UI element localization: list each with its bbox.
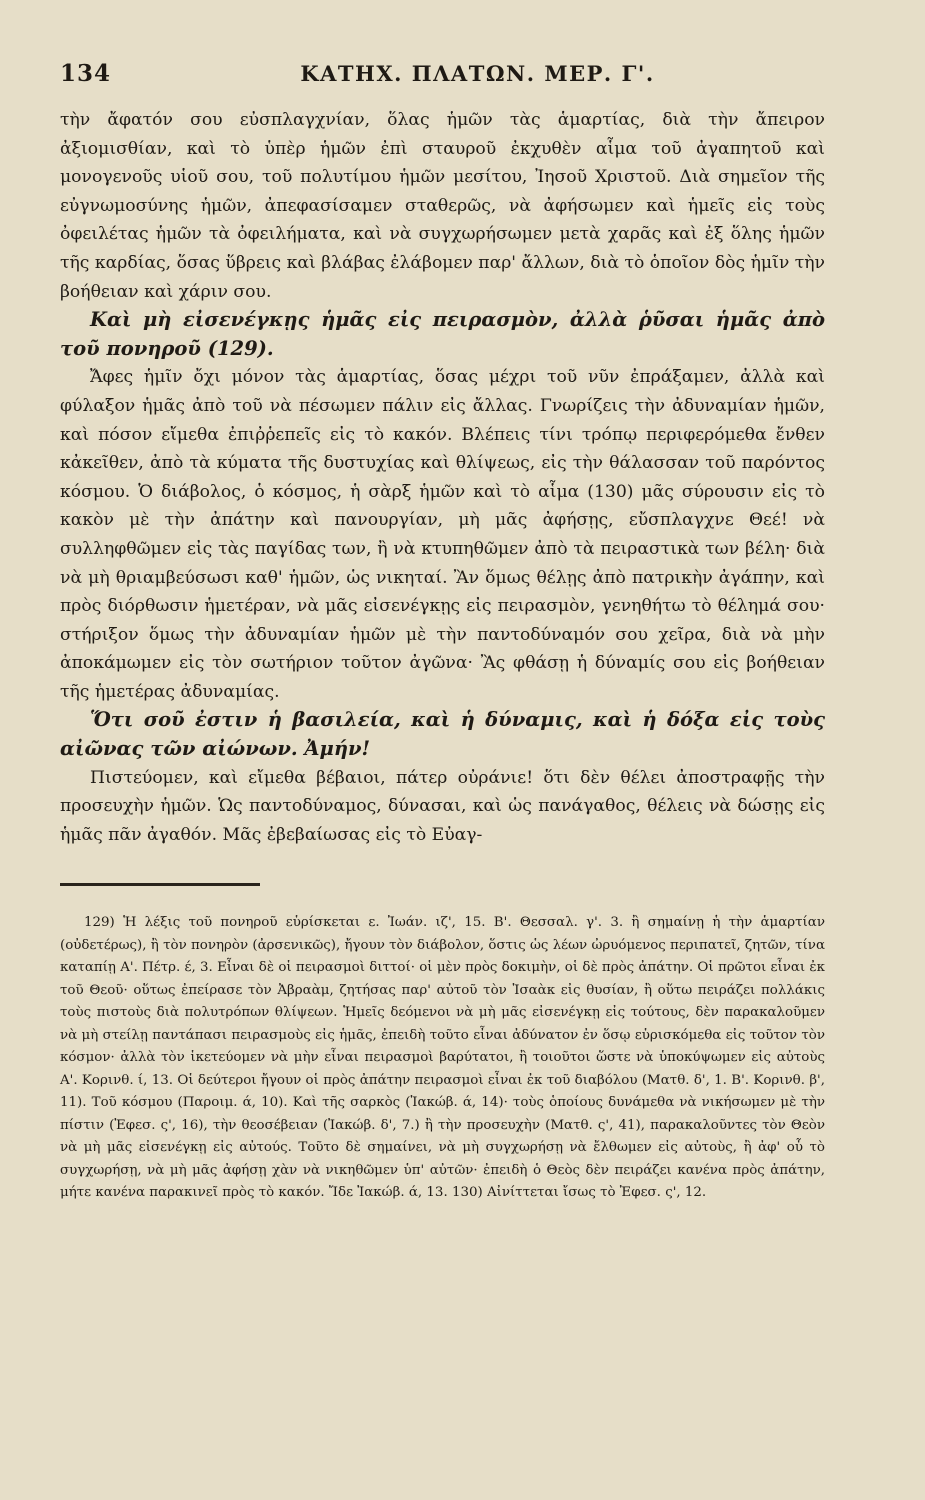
paragraph: Πιστεύομεν, καὶ εἴμεθα βέβαιοι, πάτερ οὐράνιε! ὅτι δὲν θέλει ἀποστραφῇς τὴν προσευχὴν ἡμῶν. Ὡς παντοδύναμος, δύνασαι, καὶ ὡς πανάγαθος, θέλεις νὰ δώσῃς εἰς ἡμᾶς πᾶν ἀγαθόν. Μᾶς ἐβεβαίωσας εἰς τὸ Εὐαγ-: [60, 767, 825, 845]
footnotes: [60, 912, 825, 1205]
page-number: 134: [60, 60, 112, 87]
paragraph: τὴν ἄφατόν σου εὐσπλαγχνίαν, ὅλας ἡμῶν τὰς ἁμαρτίας, διὰ τὴν ἄπειρον ἀξιομισθίαν, καὶ τὸ ὑπὲρ ἡμῶν ἐπὶ σταυροῦ ἐκχυθὲν αἷμα τοῦ ἀγαπητοῦ καὶ μονογενοῦς υἱοῦ σου, τοῦ πολυτίμου ἡμῶν μεσίτου, Ἰησοῦ Χριστοῦ. Διὰ σημεῖον τῆς εὐγνωμοσύνης ἡμῶν, ἀπεφασίσαμεν σταθερῶς, νὰ ἀφήσωμεν καὶ ἡμεῖς εἰς τοὺς ὀφειλέτας ἡμῶν τὰ ὀφειλήματα, καὶ νὰ συγχωρήσωμεν μετὰ χαρᾶς καὶ ἐξ ὅλης ἡμῶν τῆς καρδίας, ὅσας ὕβρεις καὶ βλάβας ἐλάβομεν παρ' ἄλλων, διὰ τὸ ὁποῖον δὸς ἡμῖν τὴν βοήθειαν καὶ χάριν σου.: [60, 110, 825, 302]
footnote: 129) Ἡ λέξις τοῦ πονηροῦ εὑρίσκεται ε. Ἰωάν. ιζ', 15. Β'. Θεσσαλ. γ'. 3. ἢ σημαίνῃ ἡ τὴν ἁμαρτίαν (οὐδετέρως), ἢ τὸν πονηρὸν (ἀρσενικῶς), ἤγουν τὸν διάβολον, ὅστις ὡς λέων ὠρυόμενος περιπατεῖ, ζητῶν, τίνα καταπίῃ Α'. Πέτρ. έ, 3. Εἶναι δὲ οἱ πειρασμοὶ διττοί· οἱ μὲν πρὸς δοκιμὴν, οἱ δὲ πρὸς ἀπάτην. Οἱ πρῶτοι εἶναι ἐκ τοῦ Θεοῦ· οὕτως ἐπείρασε τὸν Ἀβραὰμ, ζητήσας παρ' αὐτοῦ τὸν Ἰσαὰκ εἰς θυσίαν, ἢ οὕτω πειράζει πολλάκις τοὺς πιστοὺς διὰ πολυτρόπων θλίψεων. Ἡμεῖς δεόμενοι νὰ μὴ μᾶς εἰσενέγκῃ εἰς τούτους, δὲν παρακαλοῦμεν νὰ μὴ στείλῃ παντάπασι πειρασμοὺς εἰς ἡμᾶς, ἐπειδὴ τοῦτο εἶναι ἀδύνατον ἐν ὅσῳ εὑρισκόμεθα εἰς τοῦτον τὸν κόσμον· ἀλλὰ τὸν ἱκετεύομεν νὰ μὴν εἶναι πειρασμοὶ βαρύτατοι, ἢ τοιοῦτοι ὥστε νὰ ὑποκύψωμεν εἰς αὐτοὺς Α'. Κορινθ. ί, 13. Οἱ δεύτεροι ἤγουν οἱ πρὸς ἀπάτην πειρασμοὶ εἶναι ἐκ τοῦ διαβόλου (Ματθ. δ', 1. Β'. Κορινθ. β', 11). Τοῦ κόσμου (Παροιμ. ά, 10). Καὶ τῆς σαρκὸς (Ἰακώβ. ά, 14)· τοὺς ὁποίους δυνάμεθα νὰ νικήσωμεν μὲ τὴν πίστιν (Ἐφεσ. ς', 16), τὴν θεοσέβειαν (Ἰακώβ. δ', 7.) ἢ τὴν προσευχὴν (Ματθ. ς', 41), παρακαλοῦντες τὸν Θεὸν νὰ μὴ μᾶς εἰσενέγκῃ εἰς αὐτούς. Τοῦτο δὲ σημαίνει, νὰ μὴ συγχωρήσῃ νὰ ἔλθωμεν εἰς αὐτοὺς, ἢ ἀφ' οὗ τὸ συγχωρήσῃ, νὰ μὴ μᾶς ἀφήσῃ χὰν νὰ νικηθῶμεν ὑπ' αὐτῶν· ἐπειδὴ ὁ Θεὸς δὲν πειράζει κανένα πρὸς ἀπάτην, μήτε κανένα παρακινεῖ πρὸς τὸ κακόν. Ἴδε Ἰακώβ. ά, 13. 130) Αἰνίττεται ἴσως τὸ Ἐφεσ. ς', 12.: [60, 915, 825, 1201]
page-header: [60, 60, 825, 100]
main-text: [60, 106, 825, 849]
prayer-verse: Ὅτι σοῦ ἐστιν ἡ βασιλεία, καὶ ἡ δύναμις, καὶ ἡ δόξα εἰς τοὺς αἰῶνας τῶν αἰώνων. Ἀμήν!: [60, 708, 825, 761]
footnote-rule: [60, 883, 260, 886]
running-head: ΚΑΤΗΧ. ΠΛΑΤΩΝ. ΜΕΡ. Γ'.: [300, 61, 655, 86]
prayer-verse: Καὶ μὴ εἰσενέγκῃς ἡμᾶς εἰς πειρασμὸν, ἀλλὰ ῥῦσαι ἡμᾶς ἀπὸ τοῦ πονηροῦ (129).: [60, 308, 825, 360]
paragraph: Ἄφες ἡμῖν ὄχι μόνον τὰς ἁμαρτίας, ὅσας μέχρι τοῦ νῦν ἐπράξαμεν, ἀλλὰ καὶ φύλαξον ἡμᾶς ἀπὸ τοῦ νὰ πέσωμεν πάλιν εἰς ἄλλας. Γνωρίζεις τὴν ἀδυναμίαν ἡμῶν, καὶ πόσον εἴμεθα ἐπιῤῥεπεῖς εἰς τὸ κακόν. Βλέπεις τίνι τρόπῳ περιφερόμεθα ἔνθεν κἀκεῖθεν, ἀπὸ τὰ κύματα τῆς δυστυχίας καὶ θλίψεως, εἰς τὴν θάλασσαν τοῦ παρόντος κόσμου. Ὁ διάβολος, ὁ κόσμος, ἡ σὰρξ ἡμῶν καὶ τὸ αἷμα (130) μᾶς σύρουσιν εἰς τὸ κακὸν μὲ τὴν ἀπάτην καὶ πανουργίαν, μὴ μᾶς ἀφήσῃς, εὔσπλαγχνε Θεέ! νὰ συλληφθῶμεν εἰς τὰς παγίδας των, ἢ νὰ κτυπηθῶμεν ἀπὸ τὰ πειραστικὰ των βέλη· διὰ νὰ μὴ θριαμβεύσωσι καθ' ἡμῶν, ὡς νικηταί. Ἂν ὅμως θέλῃς ἀπὸ πατρικὴν ἀγάπην, καὶ πρὸς διόρθωσιν ἡμετέραν, νὰ μᾶς εἰσενέγκῃς εἰς πειρασμὸν, γενηθήτω τὸ θέλημά σου· στήριξον ὅμως τὴν ἀδυναμίαν ἡμῶν μὲ τὴν παντοδύναμόν σου χεῖρα, διὰ νὰ μὴν ἀποκάμωμεν εἰς τὸν σωτήριον τοῦτον ἀγῶνα· Ἂς φθάσῃ ἡ δύναμίς σου εἰς βοήθειαν τῆς ἡμετέρας ἀδυναμίας.: [60, 367, 825, 702]
